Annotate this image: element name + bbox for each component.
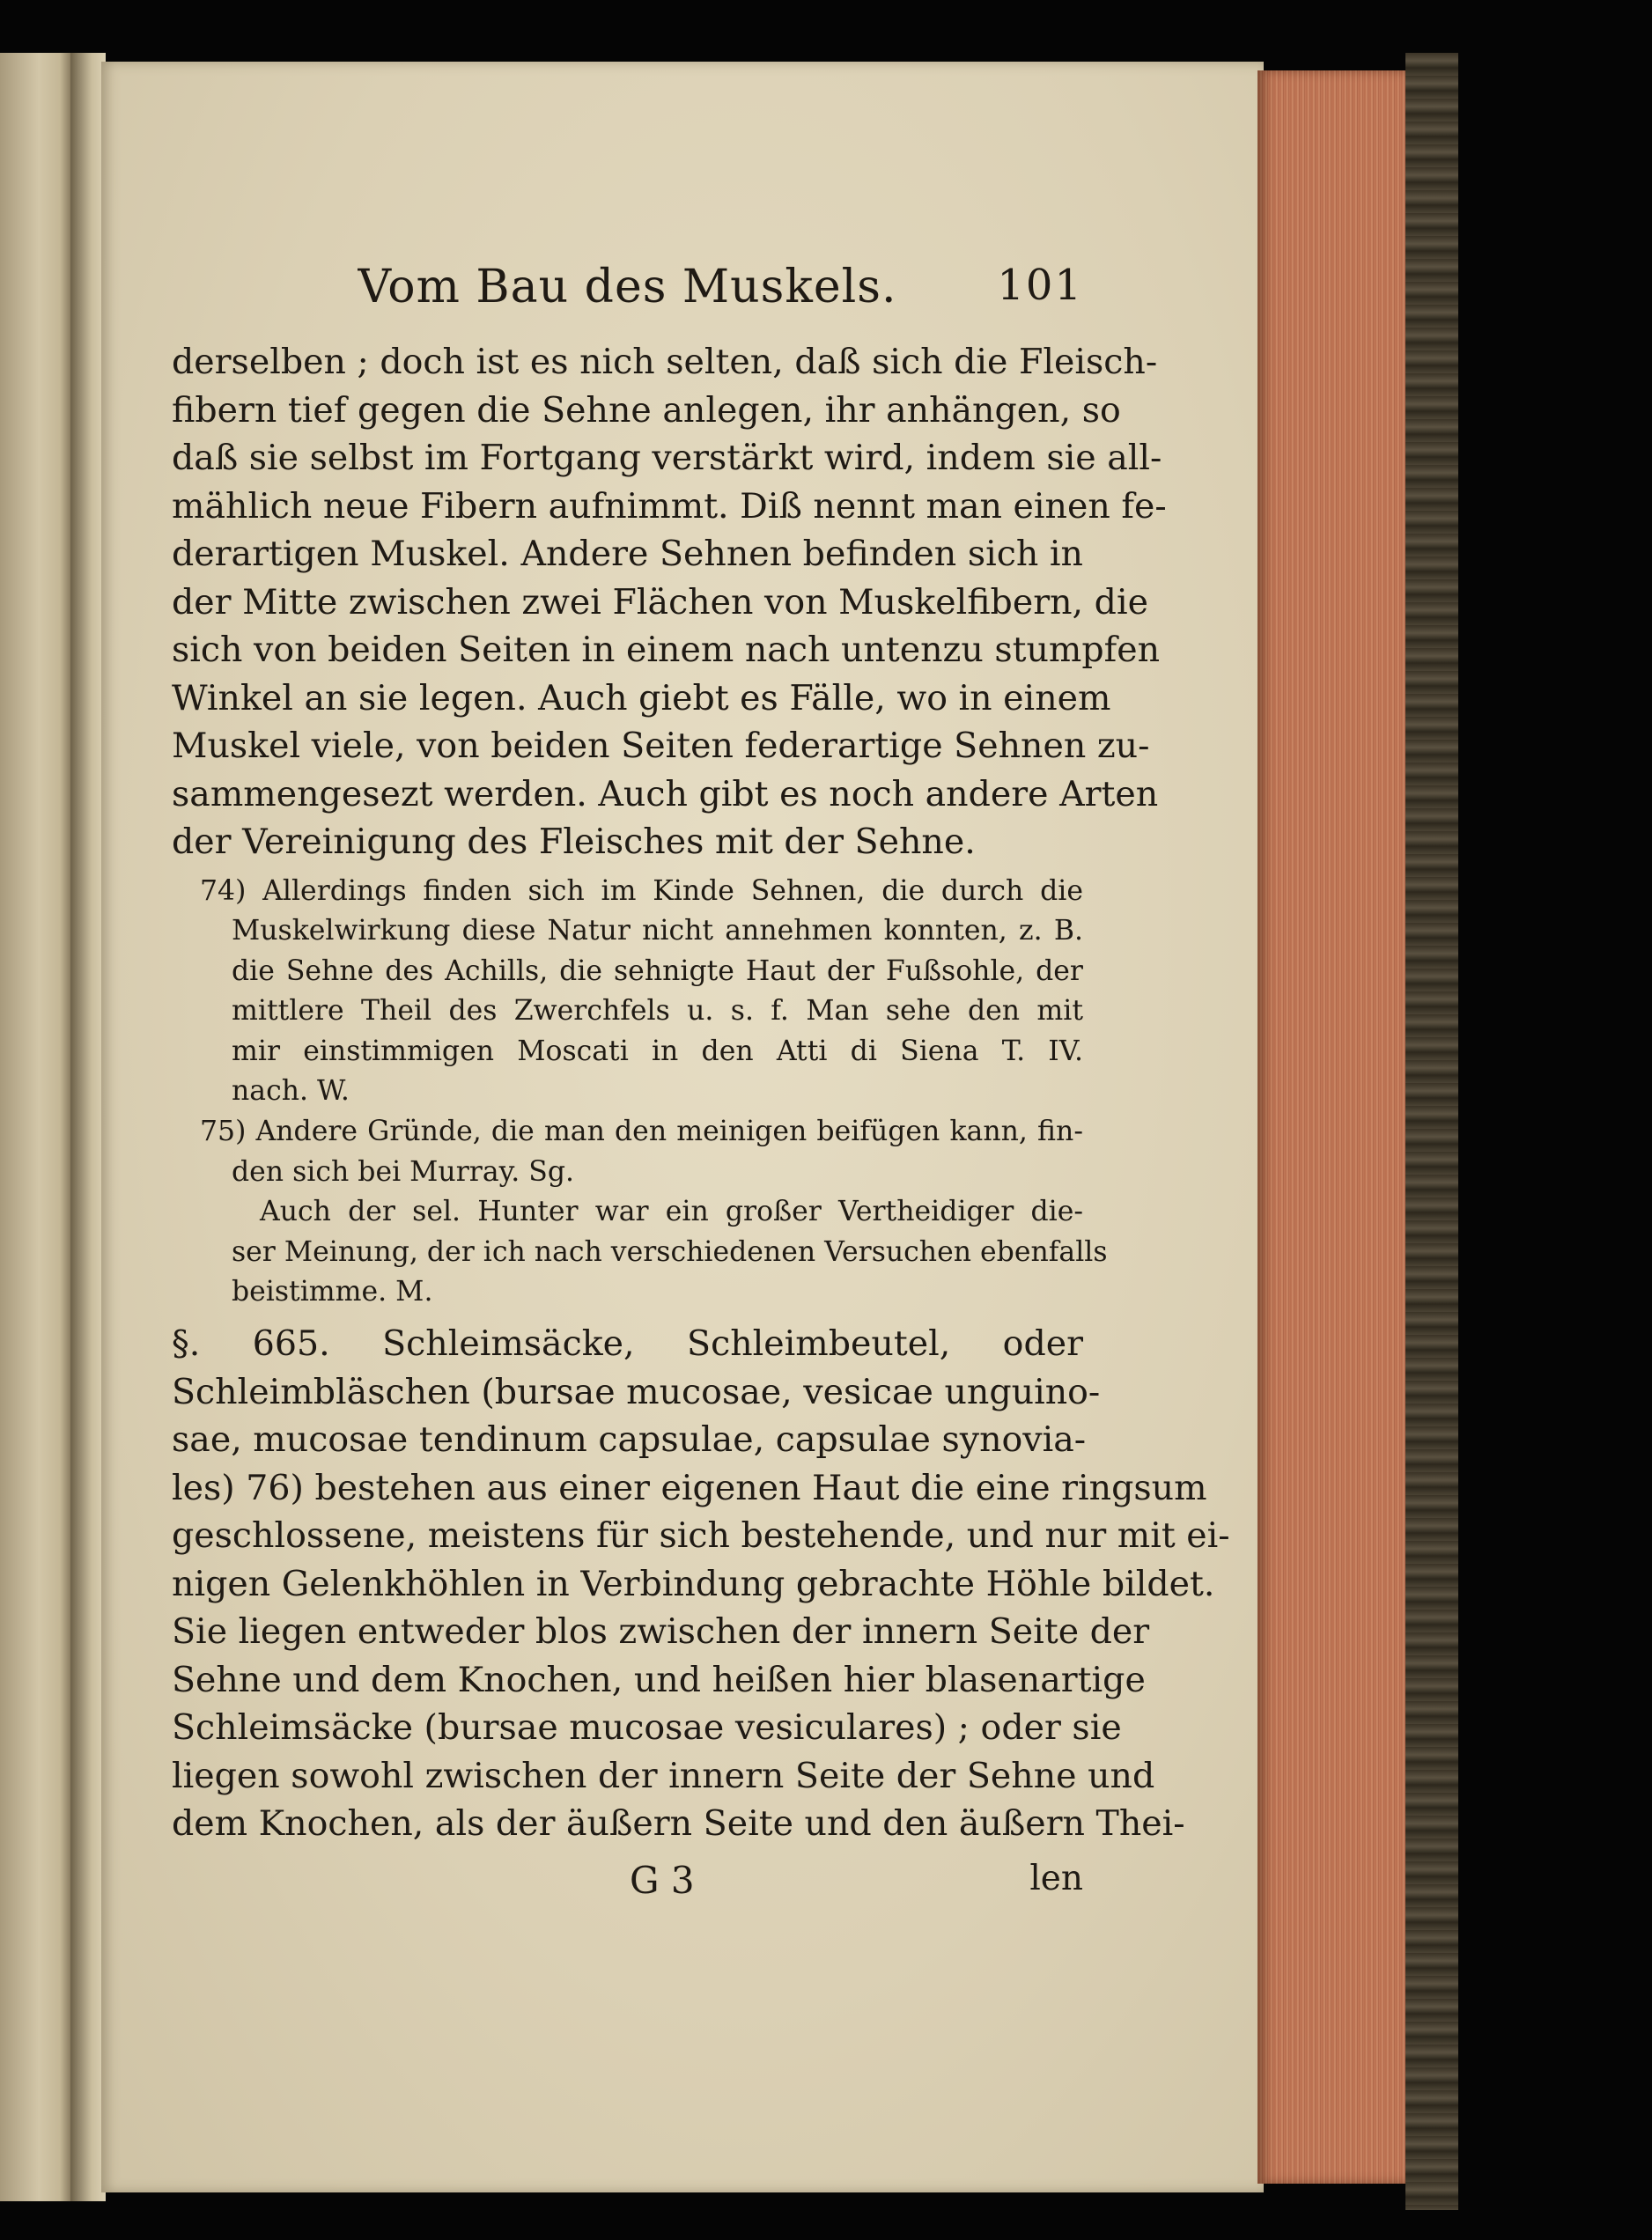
footnote-line: mittlere Theil des Zwerchfels u. s. f. Man sehe den mit [232,995,1083,1028]
page-footer [172,1859,1083,1908]
book-cover-edge [1405,53,1458,2210]
text-line: Sie liegen entweder blos zwischen der innern Seite der [172,1611,1150,1653]
footnote-line: nach. W. [232,1075,350,1108]
section-heading-line: §. 665. Schleimsäcke, Schleimbeutel, oder [172,1323,1083,1365]
text-line: sich von beiden Seiten in einem nach untenzu stumpfen [172,630,1161,670]
footnote-line: 74) Allerdings finden sich im Kinde Sehnen, die durch die [200,874,1083,907]
running-head: Vom Bau des Muskels. [358,261,897,313]
text-line: mählich neue Fibern aufnimmt. Diß nennt man einen fe- [172,485,1167,527]
footnote-line: die Sehne des Achills, die sehnigte Haut der Fußsohle, der [232,954,1083,987]
footnote-line: mir einstimmigen Moscati in den Atti di Siena T. IV. [232,1035,1083,1067]
page-header [172,261,1083,331]
body-paragraph [172,338,1167,866]
text-line: derartigen Muskel. Andere Sehnen befinden sich in [172,534,1083,574]
text-line: Schleimbläschen (bursae mucosae, vesicae unguino- [172,1371,1101,1412]
page-text-block [172,261,1230,1908]
section-665 [172,1320,1230,1848]
text-line: daß sie selbst im Fortgang verstärkt wird, indem sie all- [172,438,1162,478]
facing-page-edge [0,53,70,2201]
signature-mark: G 3 [630,1858,695,1902]
text-line: les) 76) bestehen aus einer eigenen Haut die eine ringsum [172,1467,1207,1508]
footnote-line: Muskelwirkung diese Natur nicht annehmen konnten, z. B. [232,915,1083,947]
text-line: der Vereinigung des Fleisches mit der Sehne. [172,822,976,862]
footnote-line: 75) Andere Gründe, die man den meinigen beifügen kann, fin- [200,1116,1083,1148]
text-line: nigen Gelenkhöhlen in Verbindung gebrachte Höhle bildet. [172,1563,1215,1604]
footnote-line: ser Meinung, der ich nach verschiedenen Versuchen ebenfalls [232,1235,1108,1268]
footnote-line: beistimme. M. [232,1276,433,1308]
text-line: liegen sowohl zwischen der innern Seite der Sehne und [172,1755,1155,1796]
footnote-74 [172,872,1083,1113]
text-line: Sehne und dem Knochen, und heißen hier blasenartige [172,1659,1146,1700]
text-line: fibern tief gegen die Sehne anlegen, ihr anhängen, so [172,389,1121,431]
text-line: Muskel viele, von beiden Seiten federartige Sehnen zu- [172,726,1150,766]
page-number: 101 [997,261,1083,310]
text-line: dem Knochen, als der äußern Seite und den äußern Thei- [172,1803,1185,1845]
text-line: geschlossene, meistens für sich bestehende, und nur mit ei- [172,1515,1230,1557]
text-line: sammengesezt werden. Auch gibt es noch andere Arten [172,773,1159,814]
footnote-75 [172,1112,1108,1313]
text-line: Schleimsäcke (bursae mucosae vesiculares) ; oder sie [172,1707,1122,1749]
footnote-line: Auch der sel. Hunter war ein großer Vertheidiger die- [260,1196,1083,1228]
text-line: der Mitte zwischen zwei Flächen von Muskelfibern, die [172,581,1148,623]
footnotes [172,872,1108,1314]
text-line: derselben ; doch ist es nich selten, daß sich die Fleisch- [172,342,1158,382]
page-block-edges [1257,70,1405,2184]
book-gutter [70,53,106,2201]
footnote-line: den sich bei Murray. Sg. [232,1155,575,1188]
catchword: len [1029,1858,1083,1898]
text-line: sae, mucosae tendinum capsulae, capsulae synovia- [172,1419,1087,1461]
text-line: Winkel an sie legen. Auch giebt es Fälle, wo in einem [172,677,1111,718]
